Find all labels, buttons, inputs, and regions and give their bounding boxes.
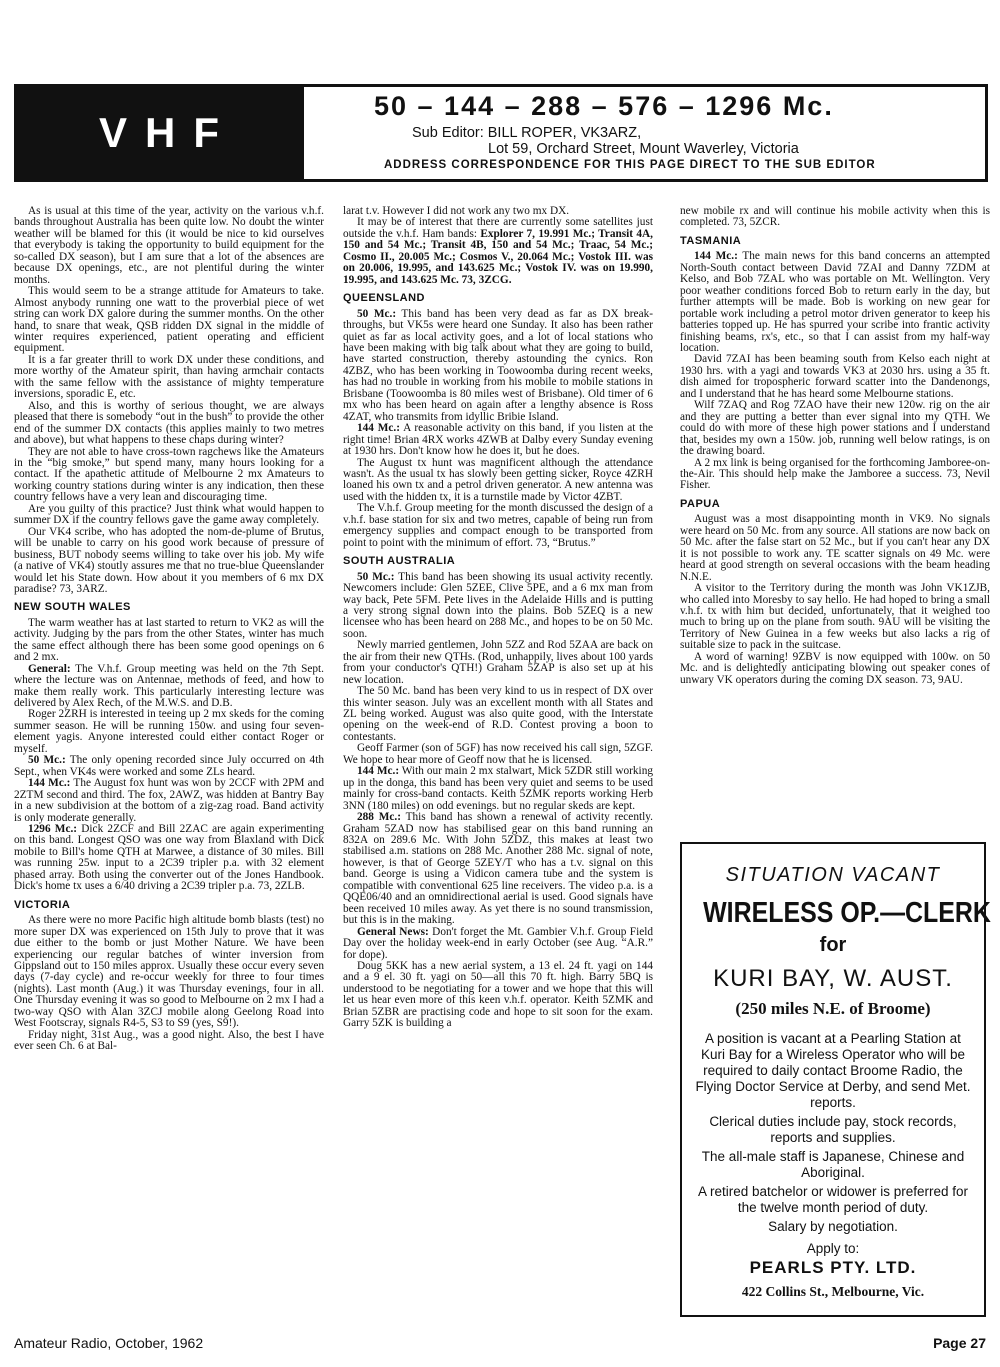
section-title: VHF (99, 109, 237, 156)
paragraph: Doug 5KK has a new aerial system, a 13 el. 24 ft. yagi on 144 and a 9 el. 30 ft. yagi on 50—all this 70 ft. high. Barry 5BQ is understood to be negotiating for a tower and we hope that this will let us hear even more of this keen v.h.f. operator. Keith 5ZMK and Brian 5ZBR are practising code and hope to sit soon for the exam. Garry 5ZK is building a (343, 960, 653, 1030)
advert-paragraph: The all-male staff is Japanese, Chinese and Aboriginal. (701, 1149, 965, 1180)
paragraph: They are not able to have cross-town ragchews like the Amateurs in the “big smoke,” but spend many, many hours looking for a contact. If the apathetic attitude of Melbourne 2 mx Amateurs to working country stations during winter is any indication, then these country fellows have a very lean and discouraging time. (14, 445, 324, 504)
paragraph-lead: 50 Mc.: (28, 754, 66, 767)
paragraph (343, 572, 653, 641)
paragraph-lead: 50 Mc.: (357, 570, 395, 583)
footer-page-number: Page 27 (933, 1335, 986, 1351)
paragraph-text: The V.h.f. Group meeting was held on the 7th Sept. where the lecture was on Antennae, methods of feed, and how to make them really work. This particularly interesting lecture was delivered by Alex Rech, of the M.W.S. and D.B. (14, 662, 324, 710)
paragraph-lead: 144 Mc.: (694, 250, 738, 263)
advert-title: SITUATION VACANT (725, 864, 941, 886)
heading-tasmania: TASMANIA (680, 234, 742, 247)
paragraph: The warm weather has at last started to return to VK2 as will the activity. Judging by the pars from the other States, winter has much the same effect although there has been some good openings on 6 and 2 mx. (14, 616, 324, 664)
paragraph: The V.h.f. Group meeting for the month discussed the design of a v.h.f. base station for six and two metres, capable of being run from emergency supplies and compact enough to be transported from point to point with the minimum of effort. 73, “Brutus.” (343, 502, 653, 549)
paragraph (343, 766, 653, 812)
sub-editor-info (412, 125, 975, 157)
section-title-box (14, 84, 304, 182)
paragraph-lead: 288 Mc.: (357, 811, 401, 824)
paragraph: The 50 Mc. band has been very kind to us in respect of DX over this winter season. July was an excellent month with all States and ZL being worked. August was also quite good, with the Interstate opening on the week-end of R.D. Contest proving a boon to contestants. (343, 685, 653, 743)
paragraph: This would seem to be a strange attitude for Amateurs to take. Almost anybody running one watt to the proverbial piece of wet string can work DX galore during the summer months. On the other hand, to snare that weak, QSB ridden DX signal in the middle of winter requires experienced, patient operating and efficient equipment. (14, 285, 324, 355)
column-1 (14, 206, 324, 1053)
advert-salary: Salary by negotiation. (768, 1219, 898, 1234)
advert-body (682, 1031, 984, 1235)
heading-south-australia: SOUTH AUSTRALIA (343, 555, 456, 568)
heading-new-south-wales: NEW SOUTH WALES (14, 601, 131, 614)
paragraph: larat t.v. However I did not work any two mx DX. (343, 205, 570, 217)
paragraph: A 2 mx link is being organised for the forthcoming Jamboree-on-the-Air. This should help make the Jamboree a success. 73, Nevil Fisher. (680, 456, 990, 492)
paragraph: August was a most disappointing month in VK9. No signals were heard on 50 Mc. from any source. All stations are now back on 50 Mc. after the false start on 52 Mc., but if you can't hear any DX it is not possible to work any. TE scatter signals on 49 Mc. were heard at good strength on several occasions with the beam heading N.N.E. (680, 513, 990, 583)
paragraph (343, 812, 653, 927)
paragraph-lead: 144 Mc.: (28, 777, 71, 790)
paragraph: Newly married gentlemen, John 5ZZ and Rod 5ZAA are back on the air from their new QTHs. (Rod, unhappily, lives about 100 yards from your conductor's QTH!) Graham 5ZAP is also set up at his new location. (343, 639, 653, 686)
sub-editor-address: Lot 59, Orchard Street, Mount Waverley, Victoria (488, 141, 799, 157)
paragraph-text: Dick 2ZCF and Bill 2ZAC are again experimenting on this band. Longest QSO was one way from Blaxland with Dick mobile to Bill's home QTH at Marwee, a distance of 30 miles. Bill was running 25w. input to a 2C39 tripler p.a. with 32 element phased array. Both using the converter out of the Jones Handbook. Dick's home tx uses a 6/40 driving a 2C39 tripler p.a. 73, 2ZLB. (14, 823, 324, 893)
advert-address: 422 Collins St., Melbourne, Vic. (741, 1284, 925, 1299)
paragraph-lead: General: (28, 662, 71, 675)
footer-publication: Amateur Radio, October, 1962 (14, 1335, 204, 1351)
paragraph (343, 309, 653, 424)
paragraph: Wilf 7ZAQ and Rog 7ZAO have their new 120w. rig on the air and they are putting a better than ever signal into my QTH. We could do with more of these high power stations and I understand that, besides my own a 150w. job, running well below ratings, is on the drawing board. (680, 399, 990, 458)
bands-line: 50 – 144 – 288 – 576 – 1296 Mc. (374, 91, 834, 121)
paragraph: Friday night, 31st Aug., was a good night. Also, the best I have ever seen Ch. 6 at Bal- (14, 1028, 324, 1053)
heading-papua: PAPUA (680, 497, 721, 510)
paragraph: A word of warning! 9ZBV is now equipped with 100w. on 50 Mc. and is delightedly anticipating blowing out speaker cones of unwary VK operators during the coming DX season. 73, 9AU. (680, 650, 990, 686)
column-2 (343, 206, 653, 1030)
advert-paragraph: A position is vacant at a Pearling Station at Kuri Bay for a Wireless Operator who will be required to daily contact Broome Radio, the Flying Doctor Service at Derby, and send Met. reports. (695, 1031, 971, 1110)
paragraph-lead: 144 Mc.: (357, 765, 400, 778)
paragraph (343, 927, 653, 961)
paragraph: Roger 2ZRH is interested in teeing up 2 mx skeds for the coming summer season. He will be running 150w. and using four seven-element yagis. Anyone interested could either contact Roger or myself. (14, 708, 324, 755)
paragraph-text: Don't forget the Mt. Gambier V.h.f. Group Field Day over the holiday week-end in early October (see Aug. “A.R.” for dope). (343, 925, 654, 961)
paragraph: David 7ZAI has been beaming south from Kelso each night at 1930 hrs. with a yagi and towards VK3 at 2030 hrs. using a 35 ft. dish aimed for tropospheric forward scatter into the Dandenongs, and I understand that he has heard some Melbourne stations. (680, 353, 990, 400)
header-info-box (304, 84, 988, 182)
paragraph-text: The main news for this band concerns an attempted North-South contact between David 7ZAI and Danny 7ZDM at Kelso, and Bob 7ZAL who was portable on Mt. Wellington. Very poor weather conditions forced Bob to return early in the day, but further attempts will be made. Bob is working on new gear for portable work including a petrol motor driven generator to keep his batteries topped up. He has spurred your scribe into frantic activity finishing beams, rx's, etc., so that I can assist from my half-way location. (680, 250, 990, 354)
sub-editor-name: Sub Editor: BILL ROPER, VK3ARZ, (412, 125, 642, 141)
heading-queensland: QUEENSLAND (343, 292, 426, 305)
paragraph (14, 664, 324, 710)
paragraph-lead: 50 Mc.: (357, 307, 397, 320)
paragraph-lead: 1296 Mc.: (28, 823, 78, 836)
advert-distance: (250 miles N.E. of Broome) (735, 999, 931, 1018)
paragraph (14, 755, 324, 778)
paragraph: As there were no more Pacific high altitude bomb blasts (test) no more super DX was experienced on 15th July to prove that it was due either to the bomb or just Mother Nature. We have been experiencing our regular batches of winter inversion from Gippsland out to 150 miles approx. Usually these occur every seven days (7-day cycle) and re-occur weekly for three to four times (nights). Last month (Aug.) it was Thursday evenings, four in all. One Thursday evening it was so good to Melbourne on 2 mx I had a two-way QSO with Alan 3ZCJ mobile along Geelong Road into West Footscray, signals R4-5, S3 to S9 (yes, S9!). (14, 914, 324, 1030)
advert-job-title: WIRELESS OP.—CLERK (703, 897, 991, 929)
paragraph: Geoff Farmer (son of 5GF) has now received his call sign, 5ZGF. We hope to hear more of Geoff now that he is licensed. (343, 742, 653, 766)
paragraph (343, 217, 653, 286)
paragraph: Are you guilty of this practice? Just think what would happen to summer DX if the country fellows gave the game away completely. (14, 502, 324, 527)
paragraph (680, 251, 990, 354)
advert-location: KURI BAY, W. AUST. (713, 965, 953, 992)
correspondence-note: ADDRESS CORRESPONDENCE FOR THIS PAGE DIRECT TO THE SUB EDITOR (384, 159, 876, 171)
paragraph (343, 423, 653, 457)
paragraph-lead: 144 Mc.: (357, 422, 400, 435)
paragraph: new mobile rx and will continue his mobile activity when this is completed. 73, 5ZCR. (680, 205, 990, 229)
paragraph-text: This band has shown a renewal of activity recently. Graham 5ZAD now has stabilised gear on this band running an 832A on 289.6 Mc. With John 5ZDZ, this makes at least two stabilised a.m. stations on 288 Mc. Another 288 Mc. signal of note, however, is that of George 5ZEY/T who has a t.v. signal on this band. George is using a Vidicon camera tube and the system is compatible with conventional 625 line receivers. The video p.a. is a QQE06/40 and an omnidirectional aerial is used. Good signals have been received 10 miles away. As yet there is no sound transmission, but this is in the making. (343, 811, 653, 927)
satellite-list: Explorer 7, 19.991 Mc.; Transit 4A, 150 and 54 Mc.; Transit 4B, 150 and 54 Mc.; Traac, 54 Mc.; Cosmo II., 20.005 Mc.; Cosmos V., 20.064 Mc.; Vostok III. was on 20.006, 19.995, and 143.625 Mc.; Vostok IV. was on 19.990, 19.995, and 143.625 Mc. 73, 3ZCG. (343, 227, 654, 286)
paragraph: It is a far greater thrill to work DX under these conditions, and more worthy of the Amateur spirit, than having armchair contacts with the same fellow with the assistance of mighty temperature inversions, sporadic E, etc. (14, 353, 324, 401)
section-header (14, 84, 988, 182)
advert-company: PEARLS PTY. LTD. (749, 1258, 917, 1277)
paragraph-text: This band has been showing its usual activity recently. Newcomers include: Glen 5ZEE, Clive 5PE, and a 6 mx man from way back, Pete 5FM. Pete lives in the Adelaide Hills and is putting a very strong signal down into the plains. Bob 5ZEQ is a new licensee who has been heard on 288 Mc., and hopes to be on 50 Mc. soon. (343, 570, 653, 640)
paragraph: A visitor to the Territory during the month was John VK1ZJB, who called into Moresby to say hello. He had hoped to bring a small v.h.f. tx with him but decided, unfortunately, that it weighed too much to bring up on the plane from south. 9AU will be visiting the Territory of New Guinea in a few weeks but also lacks a rig of suitable size to pack in the suitcase. (680, 582, 990, 652)
paragraph: Our VK4 scribe, who has adopted the nom-de-plume of Brutus, will be unable to carry on his good work because of pressure of business, BUT nobody seems willing to take over his job. My wife (a native of VK4) stoutly assures me that no true-blue Queenslander would let his State down. How about it you members of 6 mx DX paradise? 73, 3ARZ. (14, 525, 324, 595)
paragraph (14, 778, 324, 824)
paragraph-lead: General News: (357, 925, 429, 938)
paragraph-text: The August fox hunt was won by 2CCF with 2PM and 2ZTM second and third. The fox, 2AWZ, was hidden at Bantry Bay in a new subdivision at the bottom of a zig-zag road. Band activity is only moderate generally. (14, 777, 324, 824)
paragraph: Also, and this is worthy of serious thought, we are always pleased that there is somebody “out in the bush” to provide the other end of the summer DX contacts (this applies mainly to two metres and above), but what happens to these chaps during winter? (14, 399, 324, 447)
advert-apply: Apply to: (806, 1241, 860, 1256)
paragraph-text: With our main 2 mx stalwart, Mick 5ZDR still working up in the donga, this band has been very quiet and seems to be used mainly for cross-band contacts. Keith 5ZMK reports working Herb 3NN (180 miles) on odd evenings. but no regular skeds are kept. (343, 765, 653, 812)
heading-victoria: VICTORIA (14, 898, 71, 911)
situation-vacant-advert (680, 842, 991, 1317)
advert-paragraph: Clerical duties include pay, stock records, reports and supplies. (709, 1114, 957, 1145)
paragraph: The August tx hunt was magnificent although the attendance wasn't. As the usual tx has slowly been getting sicker, Royce 4ZRH loaned his own tx and a petrol driven generator. A new antenna was used with the hidden tx, it is a turnstile made by Victor 4ZBT. (343, 456, 653, 503)
paragraph: As is usual at this time of the year, activity on the various v.h.f. bands throughout Australia has been quite low. No doubt the winter weather will be blamed for this (it would be nice to kid ourselves that everybody is taking the opportunity to build equipment for the so-called DX season), but I am sure that a lot of the absences are because DX openings, etc., are not plentiful during the winter months. (14, 205, 324, 286)
advert-paragraph: A retired batchelor or widower is preferred for the twelve month period of duty. (697, 1184, 969, 1215)
paragraph-text: This band has been very dead as far as DX break-throughs, but VK5s were heard one Sunday. It also has been rather quiet as far as local activity goes, and a lot of local stations who have been making with big talk about what they are going to build, have started construction, thereby astounding the cynics. Ron 4ZBZ, who has been working in Toowoomba during recent weeks, has had no trouble in working from his mobile to mobile stations in Brisbane (Toowoomba is 80 miles west of Brisbane). Old timer of 6 mx who has been heard on again after a lengthy absence is Ross 4ZAT, who transmits from idyllic Bribie Island. (343, 307, 653, 423)
paragraph (14, 824, 324, 893)
paragraph-text: The only opening recorded since July occurred on 4th Sept., when VK4s were worked and some ZLs heard. (14, 754, 324, 778)
column-3 (680, 206, 990, 686)
paragraph-text: A reasonable activity on this band, if you listen at the right time! Brian 4RX works 4ZWB at Dalby every Sunday evening at 1930 hrs. Don't know how he does it, but he does. (343, 422, 653, 458)
paragraph-text: It may be of interest that there are currently some satellites just outside the v.h.f. Ham bands: (343, 216, 653, 240)
advert-for: for (819, 934, 847, 956)
